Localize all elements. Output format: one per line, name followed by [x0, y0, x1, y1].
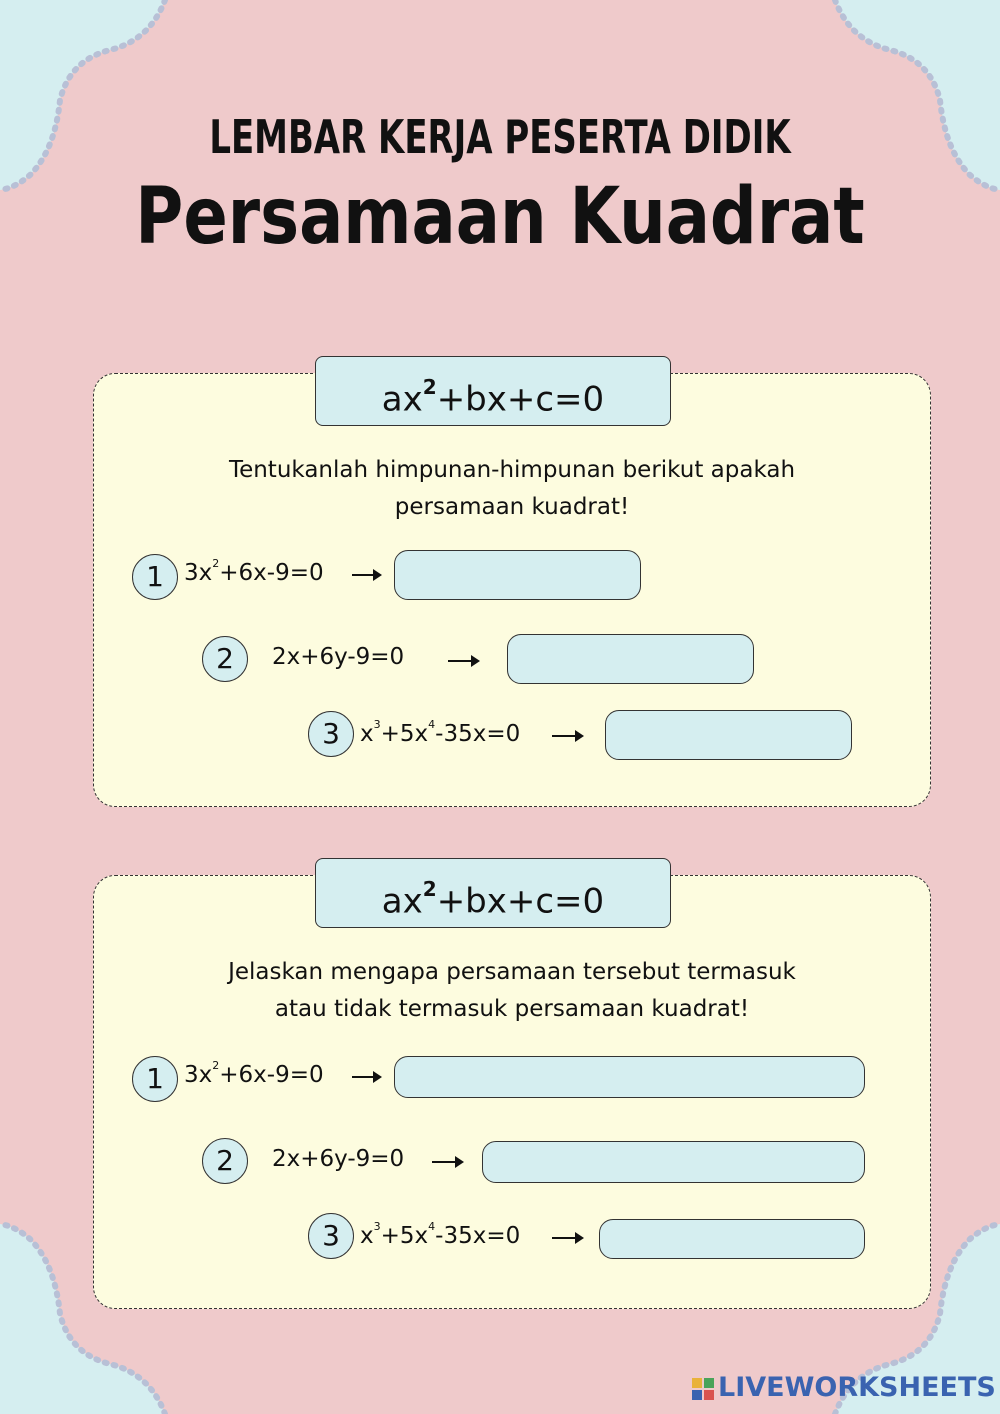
question-number-3: 3: [308, 1213, 354, 1259]
equation-3: [360, 718, 521, 747]
instruction-line-2: atau tidak termasuk persamaan kuadrat!: [274, 996, 750, 1022]
explanation-box-3[interactable]: [599, 1219, 865, 1259]
liveworksheets-logo-icon: [692, 1378, 714, 1400]
equation-exponent: 4: [428, 1220, 436, 1234]
equation-part: x: [360, 1223, 374, 1249]
corner-decoration-top-right: [820, 0, 1000, 200]
equation-part: 2x+6y-9=0: [272, 1146, 405, 1172]
equation-part: -35x=0: [435, 1223, 521, 1249]
instruction-text: [94, 452, 930, 526]
equation-3: [360, 1220, 521, 1249]
instruction-line-1: Jelaskan mengapa persamaan tersebut termasuk: [228, 959, 796, 985]
formula-rest: +bx+c=0: [436, 379, 605, 420]
equation-part: x: [360, 721, 374, 747]
arrow-icon: [352, 574, 380, 576]
equation-1: [184, 557, 324, 586]
instruction-line-1: Tentukanlah himpunan-himpunan berikut apakah: [228, 457, 796, 483]
question-number-1: 1: [132, 1056, 178, 1102]
arrow-icon: [432, 1161, 462, 1163]
formula-exponent: 2: [422, 375, 437, 399]
equation-part: +6x-9=0: [219, 560, 324, 586]
arrow-icon: [448, 660, 478, 662]
explanation-box-1[interactable]: [394, 1056, 865, 1098]
answer-box-1[interactable]: [394, 550, 641, 600]
instruction-line-2: persamaan kuadrat!: [394, 494, 630, 520]
equation-part: +5x: [380, 1223, 429, 1249]
equation-part: 3x: [184, 560, 213, 586]
question-number-1: 1: [132, 554, 178, 600]
arrow-icon: [552, 735, 582, 737]
equation-exponent: 2: [212, 557, 220, 571]
question-number-2: 2: [202, 636, 248, 682]
explanation-box-2[interactable]: [482, 1141, 865, 1183]
arrow-icon: [552, 1237, 582, 1239]
equation-2: [272, 644, 404, 670]
equation-part: +5x: [380, 721, 429, 747]
equation-part: 2x+6y-9=0: [272, 644, 405, 670]
formula-base: ax: [381, 881, 423, 922]
worksheet-subtitle: LEMBAR KERJA PESERTA DIDIK: [209, 110, 791, 164]
equation-exponent: 4: [428, 718, 436, 732]
section-card-2: [93, 875, 931, 1309]
arrow-icon: [352, 1076, 380, 1078]
equation-2: [272, 1146, 404, 1172]
formula-banner: [315, 356, 671, 426]
question-number-2: 2: [202, 1138, 248, 1184]
equation-1: [184, 1059, 324, 1088]
section-card-1: [93, 373, 931, 807]
liveworksheets-logo-text: LIVEWORKSHEETS: [718, 1372, 996, 1403]
equation-exponent: 2: [212, 1059, 220, 1073]
question-number-3: 3: [308, 711, 354, 757]
equation-part: +6x-9=0: [219, 1062, 324, 1088]
worksheet-title: Persamaan Kuadrat: [135, 172, 865, 262]
equation-exponent: 3: [373, 718, 381, 732]
formula-banner: [315, 858, 671, 928]
formula-rest: +bx+c=0: [436, 881, 605, 922]
equation-exponent: 3: [373, 1220, 381, 1234]
corner-decoration-top-left: [0, 0, 180, 200]
equation-part: 3x: [184, 1062, 213, 1088]
answer-box-3[interactable]: [605, 710, 852, 760]
answer-box-2[interactable]: [507, 634, 754, 684]
formula-base: ax: [381, 379, 423, 420]
instruction-text: [94, 954, 930, 1028]
formula-exponent: 2: [422, 877, 437, 901]
equation-part: -35x=0: [435, 721, 521, 747]
